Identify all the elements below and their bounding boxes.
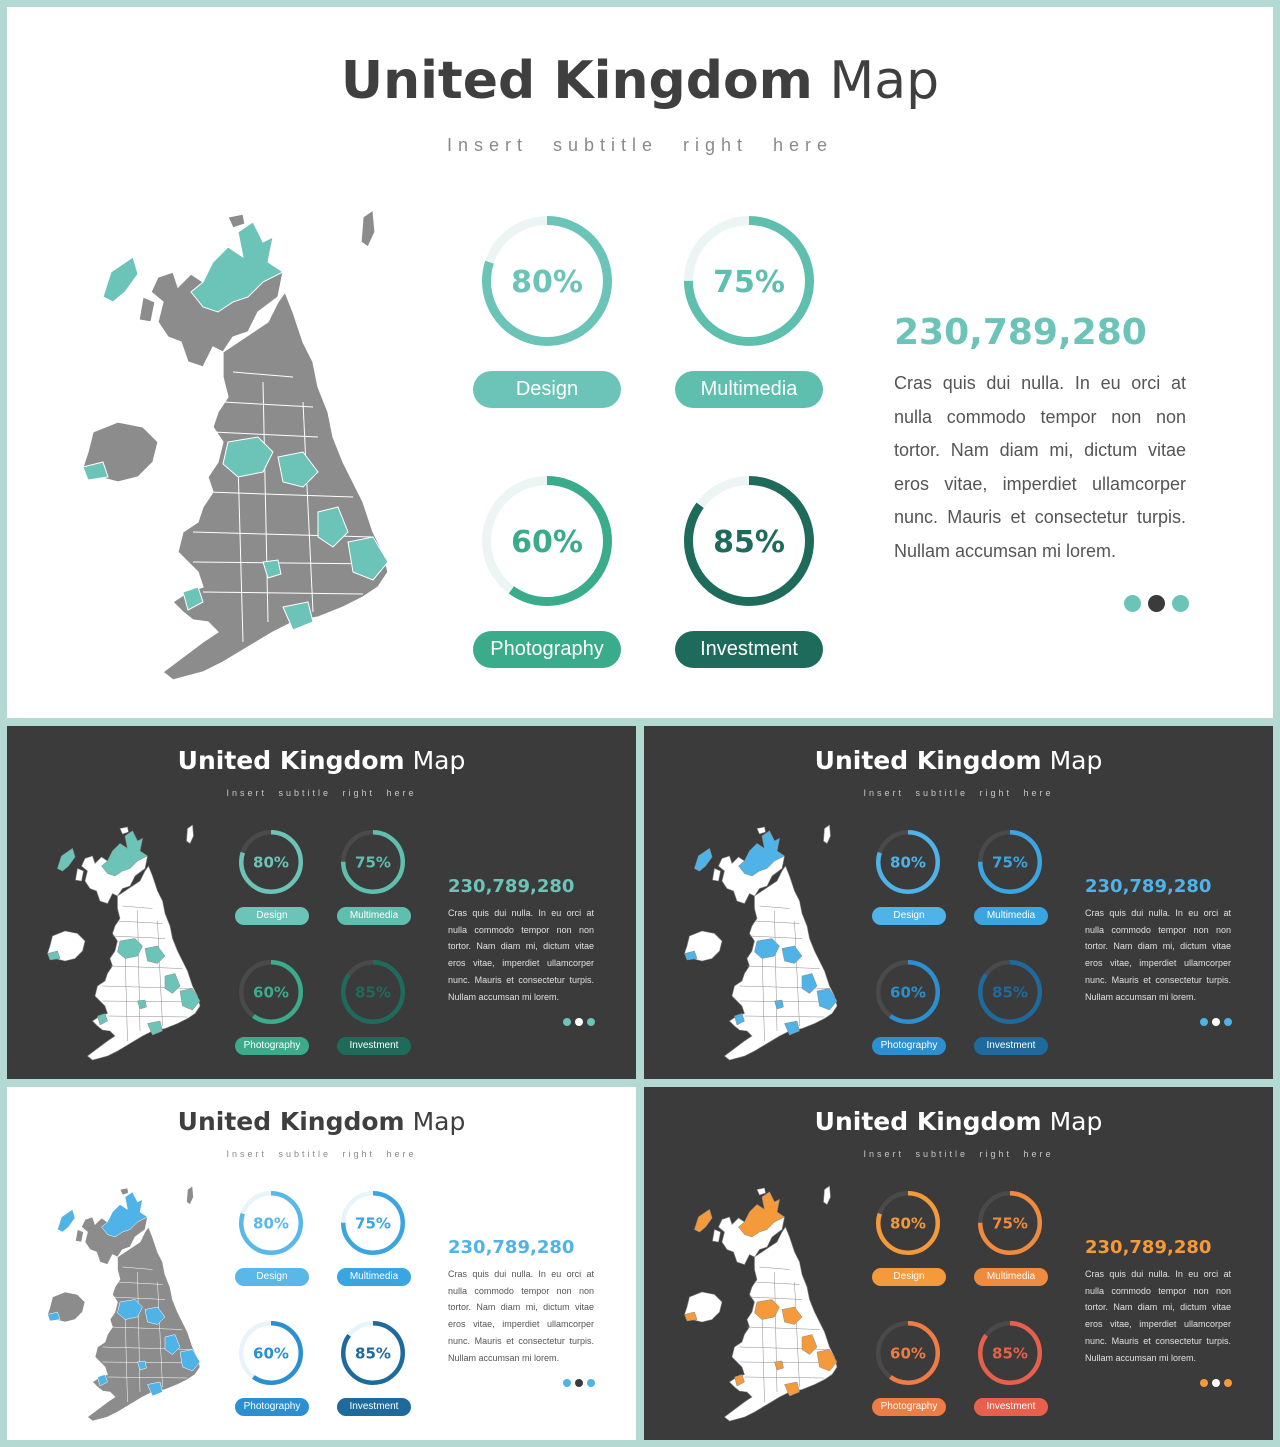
main-slide xyxy=(7,7,1273,718)
map-highlight-region xyxy=(103,257,138,302)
dot[interactable] xyxy=(563,1379,571,1387)
pagination-dots xyxy=(1200,1379,1236,1387)
stat-label-design: Design xyxy=(872,907,946,925)
ring-value-text: 60% xyxy=(890,983,926,1002)
stat-label-photography: Photography xyxy=(235,1398,309,1416)
big-number: 230,789,280 xyxy=(1085,1237,1212,1258)
slide-subtitle: Insert subtitle right here xyxy=(226,788,417,798)
map-region-orkney xyxy=(757,1188,766,1195)
stat-label-design: Design xyxy=(235,907,309,925)
stat-label-photography: Photography xyxy=(473,631,621,668)
progress-ring-investment xyxy=(683,475,815,607)
progress-ring-investment xyxy=(977,959,1043,1025)
stat-label-photography: Photography xyxy=(235,1037,309,1055)
progress-ring-multimedia xyxy=(340,829,406,895)
description-text: Cras quis dui nulla. In eu orci at nulla commodo tempor non non tortor. Nam diam mi, dictum vitae eros vitae, imperdiet ullamcorper nunc. Mauris et consectetur turpis. Nullam accumsan mi lorem. xyxy=(894,373,1186,561)
uk-map xyxy=(35,1182,205,1422)
map-highlight-region xyxy=(695,1210,713,1233)
uk-map-svg xyxy=(672,1182,842,1422)
ring-value-text: 85% xyxy=(355,1344,391,1363)
progress-ring-multimedia xyxy=(683,215,815,347)
map-region-orkney xyxy=(228,214,245,228)
description-text: Cras quis dui nulla. In eu orci at nulla commodo tempor non non tortor. Nam diam mi, dictum vitae eros vitae, imperdiet ullamcorper nunc. Mauris et consectetur turpis. Nullam accumsan mi lorem. xyxy=(448,908,594,1002)
ring-value-text: 60% xyxy=(253,983,289,1002)
map-region-orkney xyxy=(120,827,129,834)
progress-ring-investment xyxy=(340,959,406,1025)
ring-value-text: 75% xyxy=(355,1214,391,1233)
ring-value-text: 60% xyxy=(511,524,583,560)
map-region-northShetland xyxy=(824,1186,831,1205)
dot[interactable] xyxy=(1172,595,1189,612)
uk-map xyxy=(672,821,842,1061)
stat-label-design: Design xyxy=(473,371,621,408)
stat-label-multimedia: Multimedia xyxy=(337,907,411,925)
pagination-dots xyxy=(563,1018,599,1026)
ring-value-text: 85% xyxy=(713,524,785,560)
ring-value-text: 80% xyxy=(253,853,289,872)
map-region-skye xyxy=(76,1230,84,1243)
map-region-northShetland xyxy=(361,210,375,247)
slide-blue-dark[interactable] xyxy=(644,726,1273,1079)
stat-label-multimedia: Multimedia xyxy=(974,907,1048,925)
ring-value-text: 80% xyxy=(890,1214,926,1233)
description-text: Cras quis dui nulla. In eu orci at nulla commodo tempor non non tortor. Nam diam mi, dictum vitae eros vitae, imperdiet ullamcorper nunc. Mauris et consectetur turpis. Nullam accumsan mi lorem. xyxy=(448,1269,594,1363)
map-region-northShetland xyxy=(824,825,831,844)
uk-map xyxy=(672,1182,842,1422)
progress-ring-multimedia xyxy=(977,829,1043,895)
progress-ring-design xyxy=(238,829,304,895)
ring-value-text: 60% xyxy=(253,1344,289,1363)
uk-map-svg xyxy=(35,821,205,1061)
map-highlight-region xyxy=(58,849,76,872)
big-number: 230,789,280 xyxy=(448,1237,575,1258)
slide-title: United Kingdom Map xyxy=(340,51,940,111)
progress-ring-multimedia xyxy=(340,1190,406,1256)
big-number: 230,789,280 xyxy=(894,312,1147,353)
stat-label-photography: Photography xyxy=(872,1398,946,1416)
ring-value-text: 80% xyxy=(253,1214,289,1233)
ring-value-text: 85% xyxy=(992,1344,1028,1363)
ring-value-text: 80% xyxy=(511,264,583,300)
progress-ring-photography xyxy=(238,1320,304,1386)
dot[interactable] xyxy=(1124,595,1141,612)
stat-label-investment: Investment xyxy=(675,631,823,668)
ring-value-text: 75% xyxy=(992,853,1028,872)
slide-title: United Kingdom Map xyxy=(177,746,466,775)
stat-label-investment: Investment xyxy=(337,1398,411,1416)
big-number: 230,789,280 xyxy=(448,876,575,897)
big-number: 230,789,280 xyxy=(1085,876,1212,897)
slide-subtitle: Insert subtitle right here xyxy=(863,1149,1054,1159)
dot[interactable] xyxy=(563,1018,571,1026)
map-highlight-region xyxy=(785,1382,800,1396)
dot[interactable] xyxy=(1200,1018,1208,1026)
dot[interactable] xyxy=(575,1018,583,1026)
stat-label-investment: Investment xyxy=(974,1398,1048,1416)
map-region-skye xyxy=(76,869,84,882)
map-region-northShetland xyxy=(187,1186,194,1205)
dot[interactable] xyxy=(575,1379,583,1387)
slide-title: United Kingdom Map xyxy=(814,1107,1103,1136)
map-highlight-region xyxy=(283,602,313,630)
dot[interactable] xyxy=(587,1379,595,1387)
progress-ring-design xyxy=(481,215,613,347)
ring-value-text: 75% xyxy=(713,264,785,300)
dot[interactable] xyxy=(587,1018,595,1026)
slide-teal-dark[interactable] xyxy=(7,726,636,1079)
stat-label-multimedia: Multimedia xyxy=(675,371,823,408)
ring-value-text: 85% xyxy=(992,983,1028,1002)
ring-value-text: 75% xyxy=(992,1214,1028,1233)
slide-blue-light[interactable] xyxy=(7,1087,636,1440)
uk-map-svg xyxy=(35,1182,205,1422)
progress-ring-investment xyxy=(977,1320,1043,1386)
slide-title: United Kingdom Map xyxy=(177,1107,466,1136)
uk-map xyxy=(63,202,393,682)
map-region-orkney xyxy=(757,827,766,834)
progress-ring-investment xyxy=(340,1320,406,1386)
pagination-dots xyxy=(563,1379,599,1387)
dot[interactable] xyxy=(1200,1379,1208,1387)
progress-ring-photography xyxy=(875,959,941,1025)
stat-label-multimedia: Multimedia xyxy=(337,1268,411,1286)
map-highlight-region xyxy=(785,1021,800,1035)
slide-subtitle: Insert subtitle right here xyxy=(226,1149,417,1159)
map-highlight-region xyxy=(148,1382,163,1396)
map-highlight-region xyxy=(58,1210,76,1233)
pagination-dots xyxy=(1200,1018,1236,1026)
dot[interactable] xyxy=(1224,1379,1232,1387)
ring-value-text: 75% xyxy=(355,853,391,872)
ring-value-text: 80% xyxy=(890,853,926,872)
map-highlight-region xyxy=(695,849,713,872)
slide-subtitle: Insert subtitle right here xyxy=(446,135,834,155)
uk-map-svg xyxy=(63,202,393,682)
progress-ring-photography xyxy=(875,1320,941,1386)
progress-ring-photography xyxy=(238,959,304,1025)
progress-ring-photography xyxy=(481,475,613,607)
ring-value-text: 60% xyxy=(890,1344,926,1363)
dot[interactable] xyxy=(1212,1018,1220,1026)
map-region-skye xyxy=(139,297,155,322)
stat-label-design: Design xyxy=(235,1268,309,1286)
stat-label-investment: Investment xyxy=(337,1037,411,1055)
stat-label-photography: Photography xyxy=(872,1037,946,1055)
uk-map-svg xyxy=(672,821,842,1061)
description-text: Cras quis dui nulla. In eu orci at nulla commodo tempor non non tortor. Nam diam mi, dictum vitae eros vitae, imperdiet ullamcorper nunc. Mauris et consectetur turpis. Nullam accumsan mi lorem. xyxy=(1085,1269,1231,1363)
map-highlight-region xyxy=(148,1021,163,1035)
map-region-skye xyxy=(713,1230,721,1243)
progress-ring-multimedia xyxy=(977,1190,1043,1256)
slide-subtitle: Insert subtitle right here xyxy=(863,788,1054,798)
progress-ring-design xyxy=(875,829,941,895)
dot[interactable] xyxy=(1224,1018,1232,1026)
uk-map xyxy=(35,821,205,1061)
map-region-orkney xyxy=(120,1188,129,1195)
pagination-dots xyxy=(1124,595,1196,612)
slide-title: United Kingdom Map xyxy=(814,746,1103,775)
dot[interactable] xyxy=(1212,1379,1220,1387)
stat-label-multimedia: Multimedia xyxy=(974,1268,1048,1286)
map-region-skye xyxy=(713,869,721,882)
stat-label-investment: Investment xyxy=(974,1037,1048,1055)
progress-ring-design xyxy=(875,1190,941,1256)
dot[interactable] xyxy=(1148,595,1165,612)
ring-value-text: 85% xyxy=(355,983,391,1002)
map-region-northShetland xyxy=(187,825,194,844)
progress-ring-design xyxy=(238,1190,304,1256)
slide-orange-dark[interactable] xyxy=(644,1087,1273,1440)
stat-label-design: Design xyxy=(872,1268,946,1286)
description-text: Cras quis dui nulla. In eu orci at nulla commodo tempor non non tortor. Nam diam mi, dictum vitae eros vitae, imperdiet ullamcorper nunc. Mauris et consectetur turpis. Nullam accumsan mi lorem. xyxy=(1085,908,1231,1002)
